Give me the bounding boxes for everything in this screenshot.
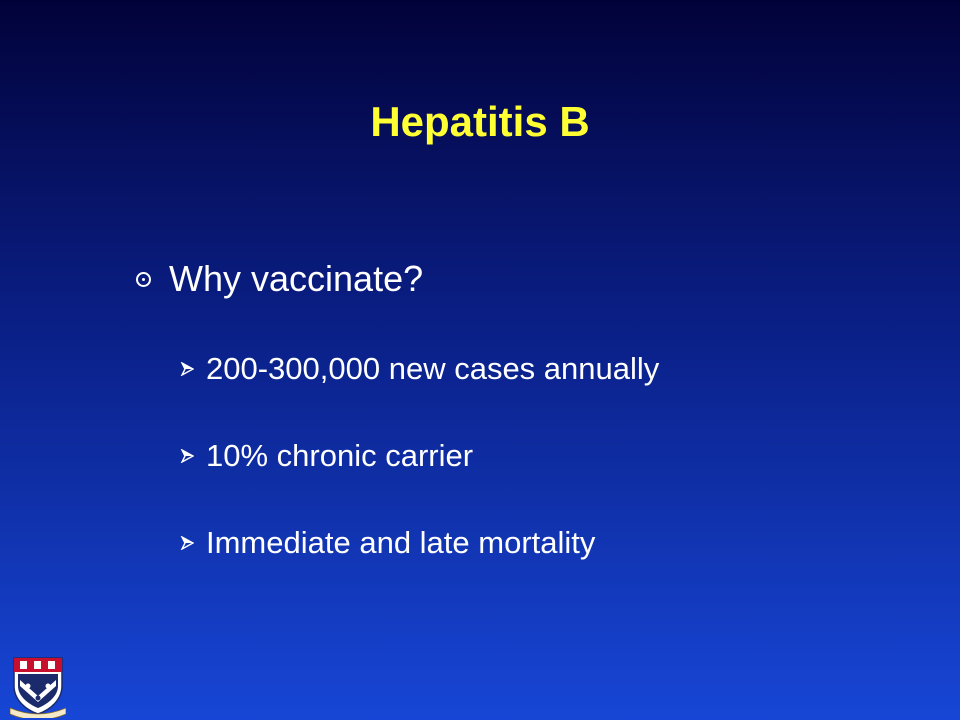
arrowhead-icon	[180, 536, 194, 550]
sub-bullet-chronic-carrier	[180, 438, 473, 474]
arrowhead-icon	[180, 449, 194, 463]
sub-bullet-new-cases	[180, 351, 659, 387]
bullet-text: Why vaccinate?	[169, 258, 424, 299]
bullet-why-vaccinate	[136, 258, 423, 300]
arrowhead-icon	[180, 362, 194, 376]
sub-bullet-text: Immediate and late mortality	[206, 525, 596, 560]
circle-dot-icon	[136, 272, 151, 287]
sub-bullet-mortality	[180, 525, 595, 561]
slide-title: Hepatitis B	[370, 98, 590, 145]
sub-bullet-text: 200-300,000 new cases annually	[206, 351, 660, 386]
sub-bullet-text: 10% chronic carrier	[206, 438, 474, 473]
university-crest-icon	[10, 656, 66, 718]
